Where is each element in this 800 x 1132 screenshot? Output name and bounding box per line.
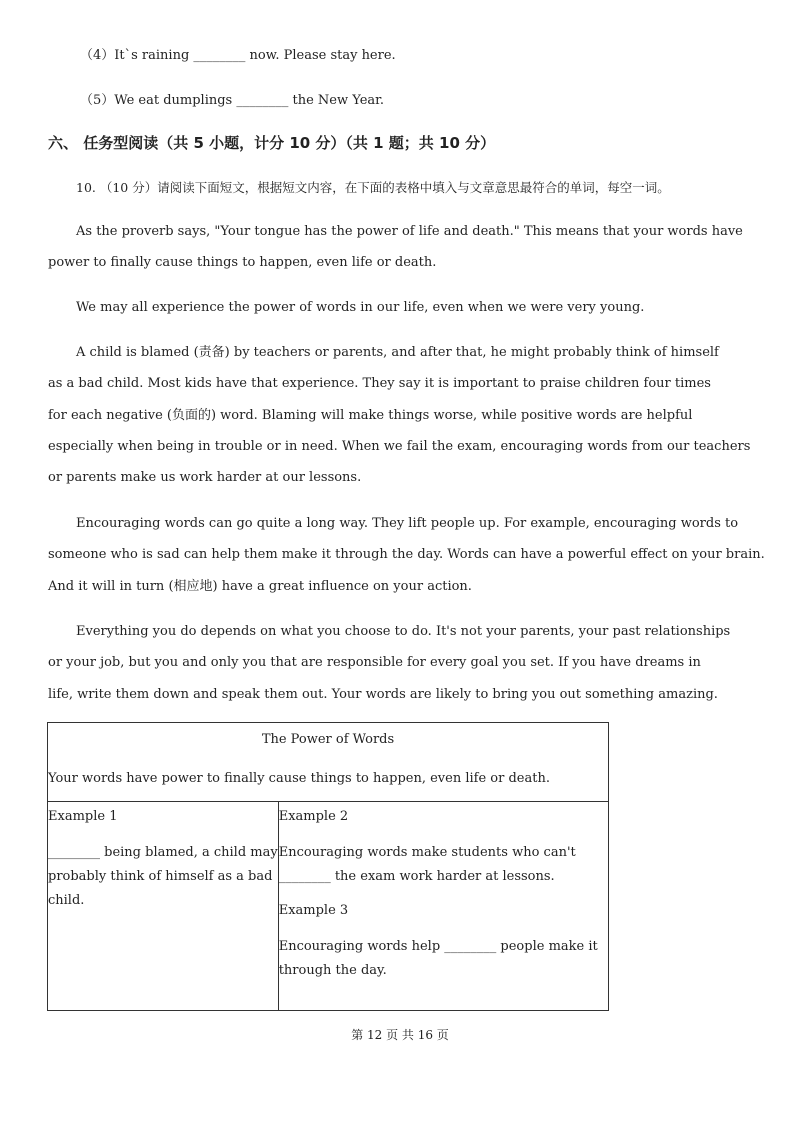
example-1-line: probably think of himself as a bad: [48, 869, 273, 884]
table-subtitle: Your words have power to finally cause things to happen, even life or death.: [48, 771, 550, 786]
paragraph-line: life, write them down and speak them out. Your words are likely to bring you out something amazing.: [48, 686, 718, 702]
example-1-cell: [48, 802, 279, 1011]
table-header-cell: [48, 723, 609, 802]
paragraph-line: especially when being in trouble or in need. When we fail the exam, encouraging words from our teachers: [48, 438, 751, 454]
example-2-label: Example 2: [278, 809, 349, 824]
paragraph-line: or parents make us work harder at our lessons.: [48, 470, 362, 486]
paragraph-line: And it will in turn (相应地) have a great influence on your action.: [48, 578, 472, 594]
example-1-line: child.: [48, 893, 85, 908]
question-5: （5）We eat dumplings ________ the New Year.: [80, 93, 385, 108]
paragraph-line: as a bad child. Most kids have that experience. They say it is important to praise children four times: [48, 376, 711, 392]
example-3-line: Encouraging words help ________ people make it: [278, 939, 598, 954]
example-2-3-cell: [278, 802, 608, 1011]
paragraph-line: As the proverb says, "Your tongue has the power of life and death." This means that your words have: [76, 224, 743, 239]
example-3-line: through the day.: [278, 963, 387, 978]
paragraph-2: [48, 292, 783, 323]
question-intro: 10. （10 分）请阅读下面短文，根据短文内容，在下面的表格中填入与文章意思最符合的单词，每空一词。: [76, 180, 670, 195]
page-footer: 第 12 页 共 16 页: [351, 1028, 449, 1042]
paragraph-line: We may all experience the power of words in our life, even when we were very young.: [76, 300, 645, 315]
paragraph-line: someone who is sad can help them make it through the day. Words can have a powerful effect on your brain.: [48, 547, 765, 563]
table-title: The Power of Words: [261, 732, 395, 747]
section-title: 六、 任务型阅读（共 5 小题，计分 10 分）（共 1 题；共 10 分）: [48, 134, 496, 152]
question-4: （4）It`s raining ________ now. Please stay here.: [80, 48, 396, 63]
paragraph-line: power to finally cause things to happen, even life or death.: [48, 255, 437, 271]
paragraph-5: [48, 616, 783, 710]
paragraph-line: A child is blamed (责备) by teachers or parents, and after that, he might probably think of himself: [76, 345, 719, 360]
paragraph-line: or your job, but you and only you that are responsible for every goal you set. If you have dreams in: [48, 655, 701, 671]
paragraph-line: Everything you do depends on what you choose to do. It's not your parents, your past relationships: [76, 624, 731, 639]
example-2-text: [279, 841, 608, 889]
paragraph-line: Encouraging words can go quite a long way. They lift people up. For example, encouraging words to: [76, 516, 739, 531]
paragraph-4: [48, 508, 783, 602]
paragraph-1: [48, 216, 783, 279]
summary-table: [47, 722, 609, 1011]
example-1-line: ________ being blamed, a child may: [48, 845, 278, 860]
example-1-text: [48, 841, 278, 913]
paragraph-3: [48, 337, 783, 493]
example-2-line: Encouraging words make students who can't: [278, 845, 576, 860]
paragraph-line: for each negative (负面的) word. Blaming will make things worse, while positive words are helpful: [48, 407, 693, 423]
example-3-text: [279, 935, 608, 983]
example-3-label: Example 3: [278, 903, 349, 918]
example-2-line: ________ the exam work harder at lessons.: [278, 869, 555, 884]
example-1-label: Example 1: [48, 809, 118, 824]
